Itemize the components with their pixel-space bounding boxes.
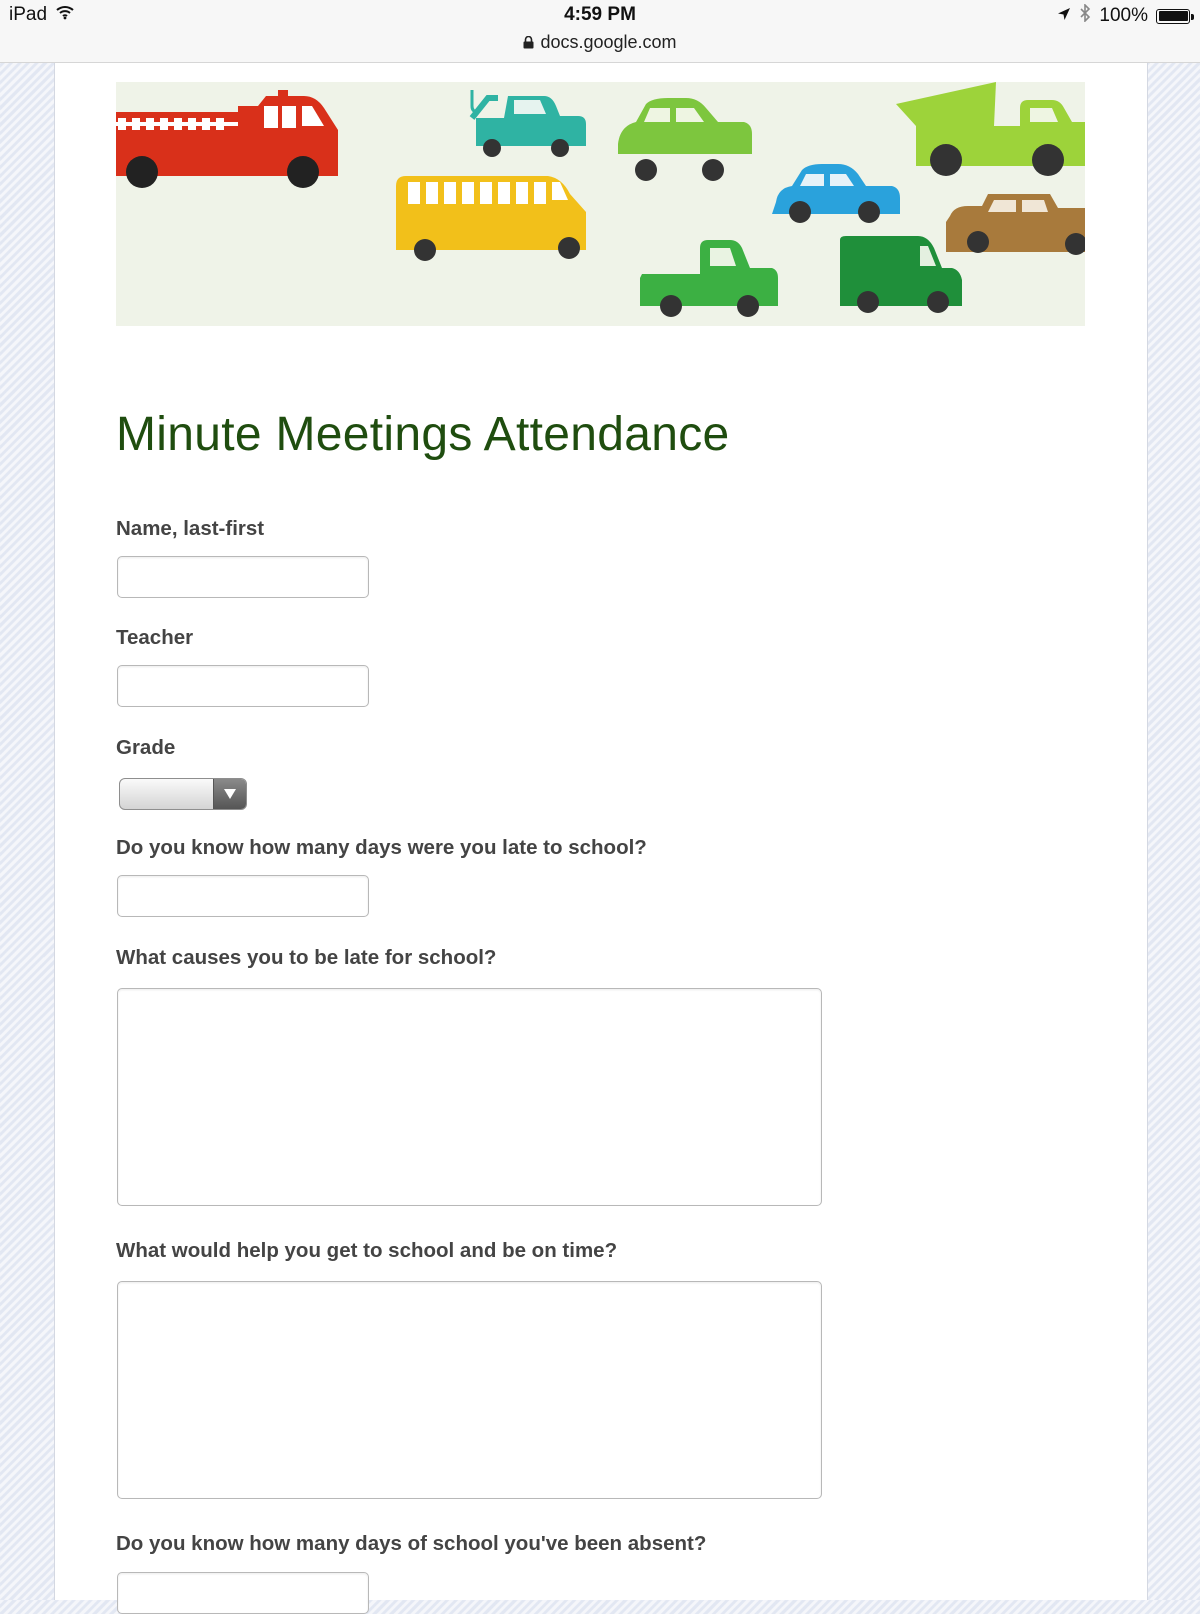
name-input[interactable] <box>117 556 369 598</box>
location-arrow-icon <box>1057 5 1071 27</box>
battery-icon <box>1156 9 1190 24</box>
vehicles-illustration <box>116 82 1085 326</box>
question-label-teacher: Teacher <box>116 626 194 649</box>
form-sheet <box>54 62 1148 1600</box>
late-causes-textarea[interactable] <box>117 988 822 1206</box>
status-right <box>1057 4 1190 28</box>
form-title: Minute Meetings Attendance <box>116 408 730 461</box>
tow-truck-icon <box>472 90 586 157</box>
help-on-time-textarea[interactable] <box>117 1281 822 1499</box>
url-text: docs.google.com <box>540 32 677 52</box>
status-time: 4:59 PM <box>564 4 636 25</box>
question-label-grade: Grade <box>116 736 176 759</box>
question-label-days-late: Do you know how many days were you late to school? <box>116 836 647 859</box>
green-car-icon <box>618 98 752 181</box>
fire-truck-icon <box>116 90 338 188</box>
teacher-input[interactable] <box>117 665 369 707</box>
pickup-truck-icon <box>640 240 778 317</box>
grade-select[interactable] <box>119 778 247 810</box>
chevron-down-icon <box>213 779 246 809</box>
device-name: iPad <box>9 4 48 25</box>
question-label-name: Name, last-first <box>116 517 265 540</box>
header-banner <box>116 82 1085 326</box>
blue-car-icon <box>772 164 900 223</box>
question-label-late-causes: What causes you to be late for school? <box>116 946 497 969</box>
ios-status-bar <box>0 0 1200 63</box>
question-label-days-absent: Do you know how many days of school you've been absent? <box>116 1532 707 1555</box>
bluetooth-icon <box>1079 4 1091 28</box>
dump-truck-icon <box>896 82 1085 176</box>
school-bus-icon <box>396 176 586 261</box>
brown-car-icon <box>946 194 1085 255</box>
delivery-truck-icon <box>840 236 962 313</box>
question-label-help-on-time: What would help you get to school and be on time? <box>116 1239 618 1262</box>
days-late-input[interactable] <box>117 875 369 917</box>
days-absent-input[interactable] <box>117 1572 369 1614</box>
lock-icon <box>523 33 534 54</box>
battery-percent: 100% <box>1099 5 1148 26</box>
address-bar[interactable] <box>0 32 1200 54</box>
